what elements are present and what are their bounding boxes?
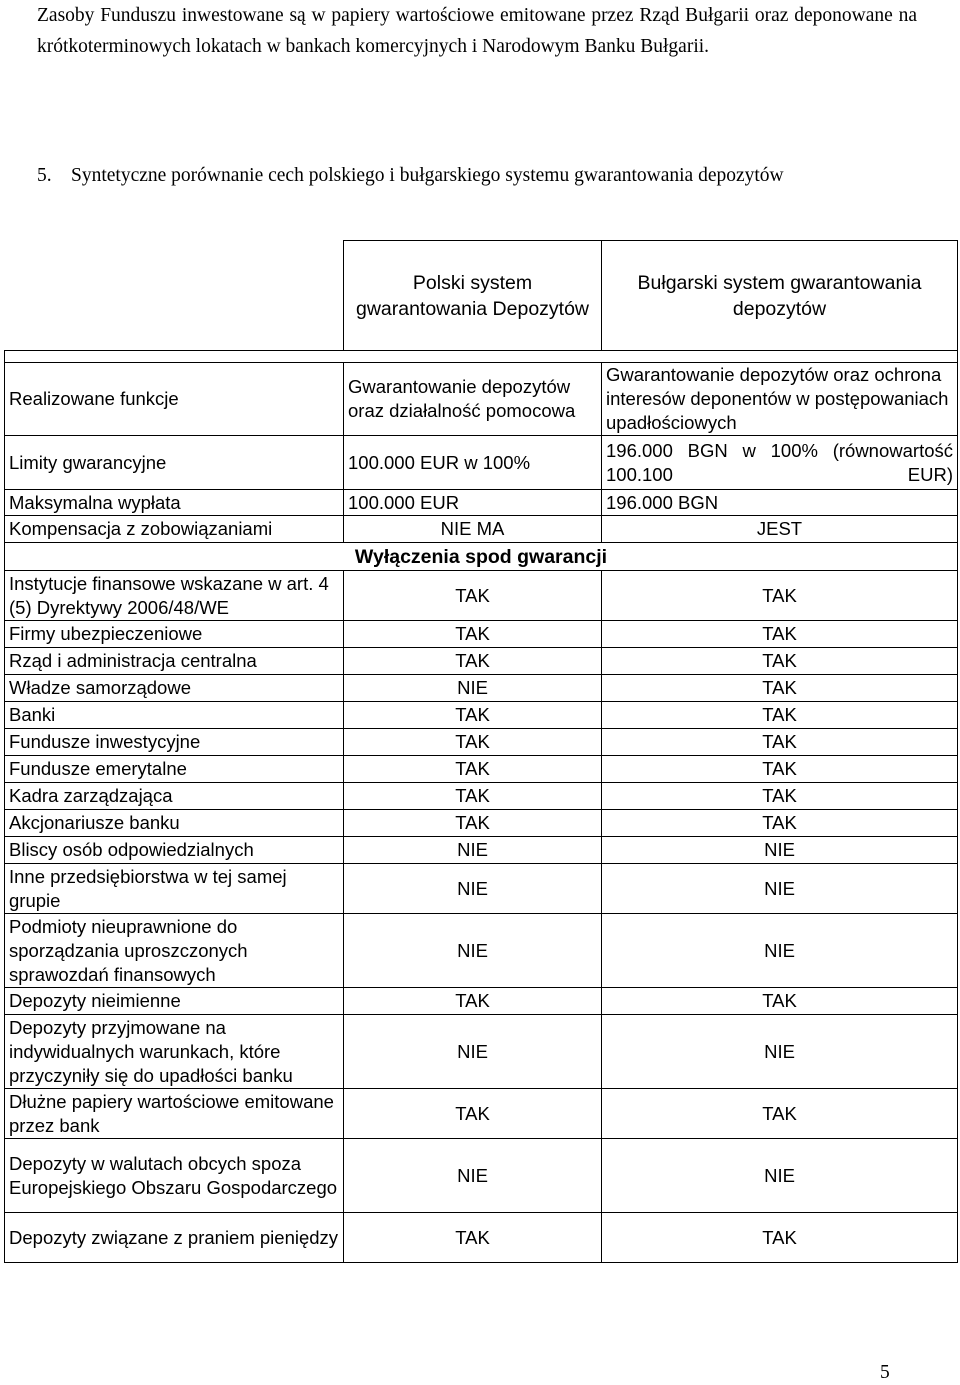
- cell-polish: TAK: [344, 571, 602, 621]
- section-title: Syntetyczne porównanie cech polskiego i bułgarskiego systemu gwarantowania depozytów: [71, 165, 784, 186]
- cell-max-payout-bg: 196.000 BGN: [602, 490, 958, 516]
- exclusions-heading-row: [5, 543, 958, 571]
- section-heading: [37, 162, 917, 189]
- row-label: Instytucje finansowe wskazane w art. 4 (5) Dyrektywy 2006/48/WE: [5, 571, 344, 621]
- cell-bulgarian: TAK: [602, 621, 958, 648]
- cell-bulgarian: NIE: [602, 1015, 958, 1089]
- intro-paragraph: Zasoby Funduszu inwestowane są w papiery wartościowe emitowane przez Rząd Bułgarii oraz deponowane na krótkoterminowych lokatach w bankach komercyjnych i Narodowym Banku Bułgarii.: [37, 5, 917, 57]
- cell-bulgarian: TAK: [602, 675, 958, 702]
- cell-compensation-pl: NIE MA: [344, 516, 602, 543]
- table-row: [5, 648, 958, 675]
- row-label: Depozyty nieimienne: [5, 988, 344, 1015]
- table-row: [5, 702, 958, 729]
- cell-bulgarian: TAK: [602, 1213, 958, 1263]
- row-label-max-payout: Maksymalna wypłata: [5, 490, 344, 516]
- section-number: 5.: [37, 165, 52, 186]
- table-row: [5, 837, 958, 864]
- table-row: [5, 1139, 958, 1213]
- table-row-functions: [5, 363, 958, 436]
- row-label: Fundusze inwestycyjne: [5, 729, 344, 756]
- cell-bulgarian: TAK: [602, 571, 958, 621]
- cell-polish: TAK: [344, 621, 602, 648]
- cell-polish: TAK: [344, 810, 602, 837]
- row-label: Władze samorządowe: [5, 675, 344, 702]
- table-row: [5, 1015, 958, 1089]
- row-label: Depozyty związane z praniem pieniędzy: [5, 1213, 344, 1263]
- row-label-compensation: Kompensacja z zobowiązaniami: [5, 516, 344, 543]
- table-row-compensation: [5, 516, 958, 543]
- row-label: Banki: [5, 702, 344, 729]
- table-row: [5, 783, 958, 810]
- row-label-functions: Realizowane funkcje: [5, 363, 344, 436]
- table-row-limits: [5, 436, 958, 490]
- cell-polish: TAK: [344, 988, 602, 1015]
- row-label-limits: Limity gwarancyjne: [5, 436, 344, 490]
- table-row: [5, 756, 958, 783]
- row-label: Podmioty nieuprawnione do sporządzania uproszczonych sprawozdań finansowych: [5, 914, 344, 988]
- header-bulgarian-system: Bułgarski system gwarantowania depozytów: [602, 241, 958, 351]
- table-row: [5, 729, 958, 756]
- table-row: [5, 988, 958, 1015]
- cell-bulgarian: TAK: [602, 729, 958, 756]
- cell-bulgarian: NIE: [602, 1139, 958, 1213]
- cell-polish: TAK: [344, 1089, 602, 1139]
- cell-bulgarian: TAK: [602, 988, 958, 1015]
- cell-polish: TAK: [344, 702, 602, 729]
- page-number: 5: [880, 1362, 890, 1383]
- cell-bulgarian: TAK: [602, 783, 958, 810]
- table-header-row: [5, 241, 958, 351]
- cell-bulgarian: NIE: [602, 864, 958, 914]
- header-polish-system: Polski system gwarantowania Depozytów: [344, 241, 602, 351]
- table-row: [5, 864, 958, 914]
- cell-bulgarian: NIE: [602, 914, 958, 988]
- row-label: Kadra zarządzająca: [5, 783, 344, 810]
- table-row-max-payout: [5, 490, 958, 516]
- separator-cell: [5, 351, 958, 363]
- table-row: [5, 810, 958, 837]
- comparison-table: [4, 240, 958, 1263]
- row-label: Inne przedsiębiorstwa w tej samej grupie: [5, 864, 344, 914]
- exclusions-heading: Wyłączenia spod gwarancji: [5, 543, 958, 571]
- cell-polish: NIE: [344, 837, 602, 864]
- table-row: [5, 675, 958, 702]
- cell-polish: NIE: [344, 1015, 602, 1089]
- cell-polish: NIE: [344, 675, 602, 702]
- cell-polish: TAK: [344, 783, 602, 810]
- row-label: Rząd i administracja centralna: [5, 648, 344, 675]
- table-row: [5, 1213, 958, 1263]
- header-blank-cell: [5, 241, 344, 351]
- cell-bulgarian: TAK: [602, 810, 958, 837]
- cell-functions-bg: Gwarantowanie depozytów oraz ochrona interesów deponentów w postępowaniach upadłościowych: [602, 363, 958, 436]
- row-label: Depozyty w walutach obcych spoza Europejskiego Obszaru Gospodarczego: [5, 1139, 344, 1213]
- cell-polish: TAK: [344, 756, 602, 783]
- cell-limits-bg: 196.000 BGN w 100% (równowartość 100.100 EUR): [602, 436, 958, 490]
- row-label: Bliscy osób odpowiedzialnych: [5, 837, 344, 864]
- row-label: Fundusze emerytalne: [5, 756, 344, 783]
- row-label: Depozyty przyjmowane na indywidualnych warunkach, które przyczyniły się do upadłości banku: [5, 1015, 344, 1089]
- cell-polish: TAK: [344, 729, 602, 756]
- cell-limits-pl: 100.000 EUR w 100%: [344, 436, 602, 490]
- table-row: [5, 914, 958, 988]
- cell-polish: TAK: [344, 648, 602, 675]
- cell-bulgarian: TAK: [602, 702, 958, 729]
- table-row: [5, 1089, 958, 1139]
- separator-row: [5, 351, 958, 363]
- cell-polish: NIE: [344, 914, 602, 988]
- cell-polish: NIE: [344, 1139, 602, 1213]
- table-row: [5, 621, 958, 648]
- cell-max-payout-pl: 100.000 EUR: [344, 490, 602, 516]
- cell-compensation-bg: JEST: [602, 516, 958, 543]
- cell-polish: TAK: [344, 1213, 602, 1263]
- row-label: Dłużne papiery wartościowe emitowane przez bank: [5, 1089, 344, 1139]
- row-label: Akcjonariusze banku: [5, 810, 344, 837]
- cell-bulgarian: TAK: [602, 648, 958, 675]
- cell-polish: NIE: [344, 864, 602, 914]
- cell-functions-pl: Gwarantowanie depozytów oraz działalność pomocowa: [344, 363, 602, 436]
- table-row: [5, 571, 958, 621]
- cell-bulgarian: NIE: [602, 837, 958, 864]
- cell-bulgarian: TAK: [602, 756, 958, 783]
- row-label: Firmy ubezpieczeniowe: [5, 621, 344, 648]
- cell-bulgarian: TAK: [602, 1089, 958, 1139]
